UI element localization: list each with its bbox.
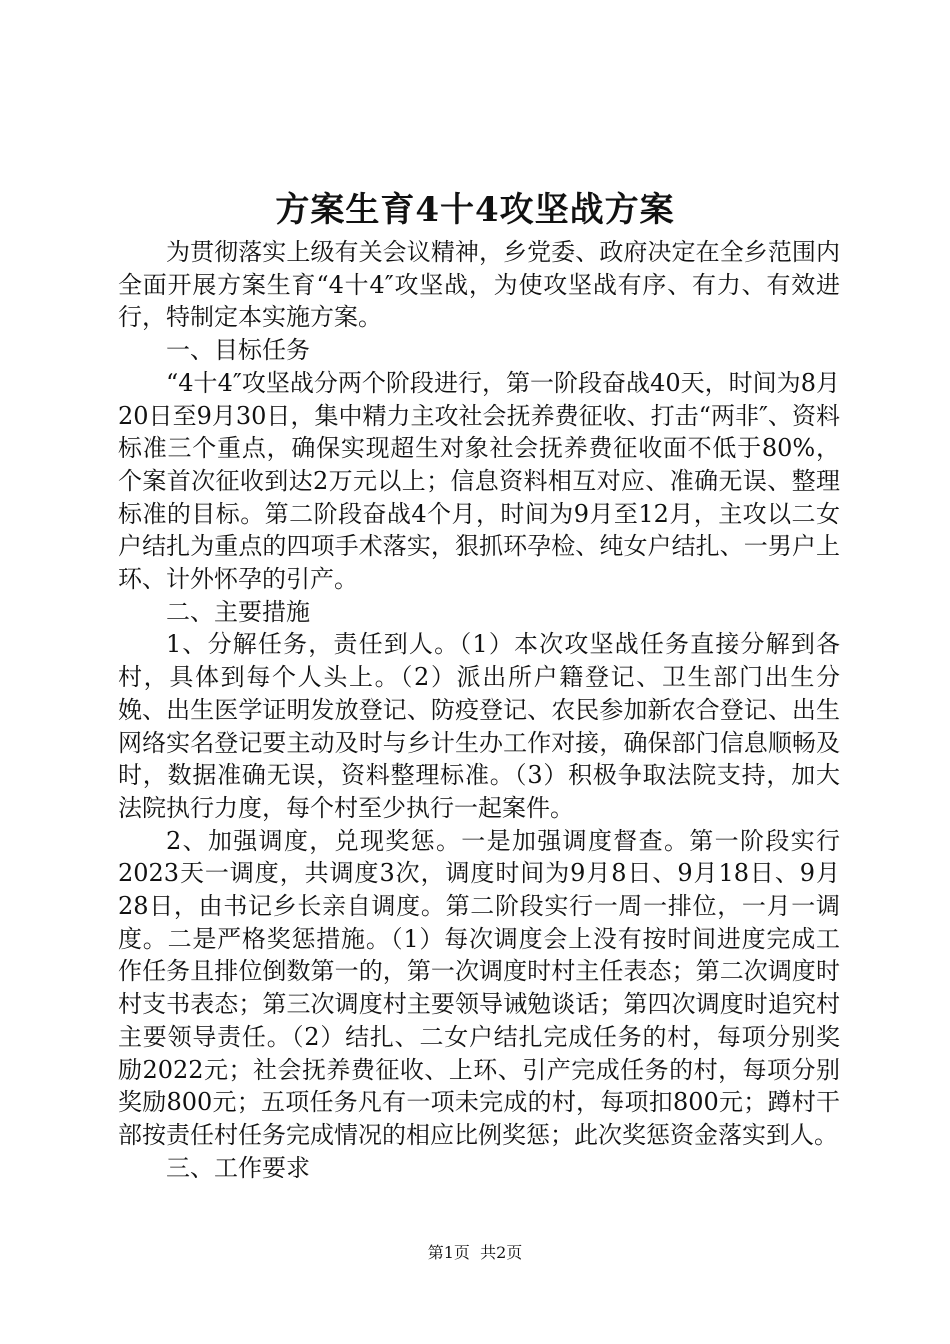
intro-paragraph: 为贯彻落实上级有关会议精神，乡党委、政府决定在全乡范围内全面开展方案生育“4十4″攻坚战，为使攻坚战有序、有力、有效进行，特制定本实施方案。 bbox=[118, 238, 840, 332]
goals-paragraph: “4十4″攻坚战分两个阶段进行，第一阶段奋战40天，时间为8月20日至9月30日，集中精力主攻社会抚养费征收、打击“两非″、资料标准三个重点，确保实现超生对象社会抚养费征收面不低于80%，个案首次征收到达2万元以上；信息资料相互对应、准确无误、整理标准的目标。第二阶段奋战4个月，时间为9月至12月，主攻以二女户结扎为重点的四项手术落实，狠抓环孕检、纯女户结扎、一男户上环、计外怀孕的引产。 bbox=[118, 368, 840, 594]
page-footer bbox=[0, 1242, 950, 1264]
section-heading-requirements: 三、工作要求 bbox=[166, 1153, 310, 1182]
document-body bbox=[118, 236, 840, 1184]
page-number-label: 第1页 共2页 bbox=[427, 1243, 523, 1262]
section-heading-measures: 二、主要措施 bbox=[166, 597, 310, 626]
document-title: 方案生育4十4攻坚战方案 bbox=[275, 190, 675, 230]
measure-paragraph-1: 1、分解任务，责任到人。（1）本次攻坚战任务直接分解到各村，具体到每个人头上。（2）派出所户籍登记、卫生部门出生分娩、出生医学证明发放登记、防疫登记、农民参加新农合登记、出生网络实名登记要主动及时与乡计生办工作对接，确保部门信息顺畅及时，数据准确无误，资料整理标准。（3）积极争取法院支持，加大法院执行力度，每个村至少执行一起案件。 bbox=[118, 630, 840, 822]
measure-paragraph-2: 2、加强调度，兑现奖惩。一是加强调度督查。第一阶段实行2023天一调度，共调度3次，调度时间为9月8日、9月18日、9月28日，由书记乡长亲自调度。第二阶段实行一周一排位，一月一调度。二是严格奖惩措施。（1）每次调度会上没有按时间进度完成工作任务且排位倒数第一的，第一次调度时村主任表态；第二次调度时村支书表态；第三次调度村主要领导诫勉谈话；第四次调度时追究村主要领导责任。（2）结扎、二女户结扎完成任务的村，每项分别奖励2022元；社会抚养费征收、上环、引产完成任务的村，每项分别奖励800元；五项任务凡有一项未完成的村，每项扣800元；蹲村干部按责任村任务完成情况的相应比例奖惩；此次奖惩资金落实到人。 bbox=[118, 826, 840, 1149]
section-heading-goals: 一、目标任务 bbox=[166, 336, 310, 365]
